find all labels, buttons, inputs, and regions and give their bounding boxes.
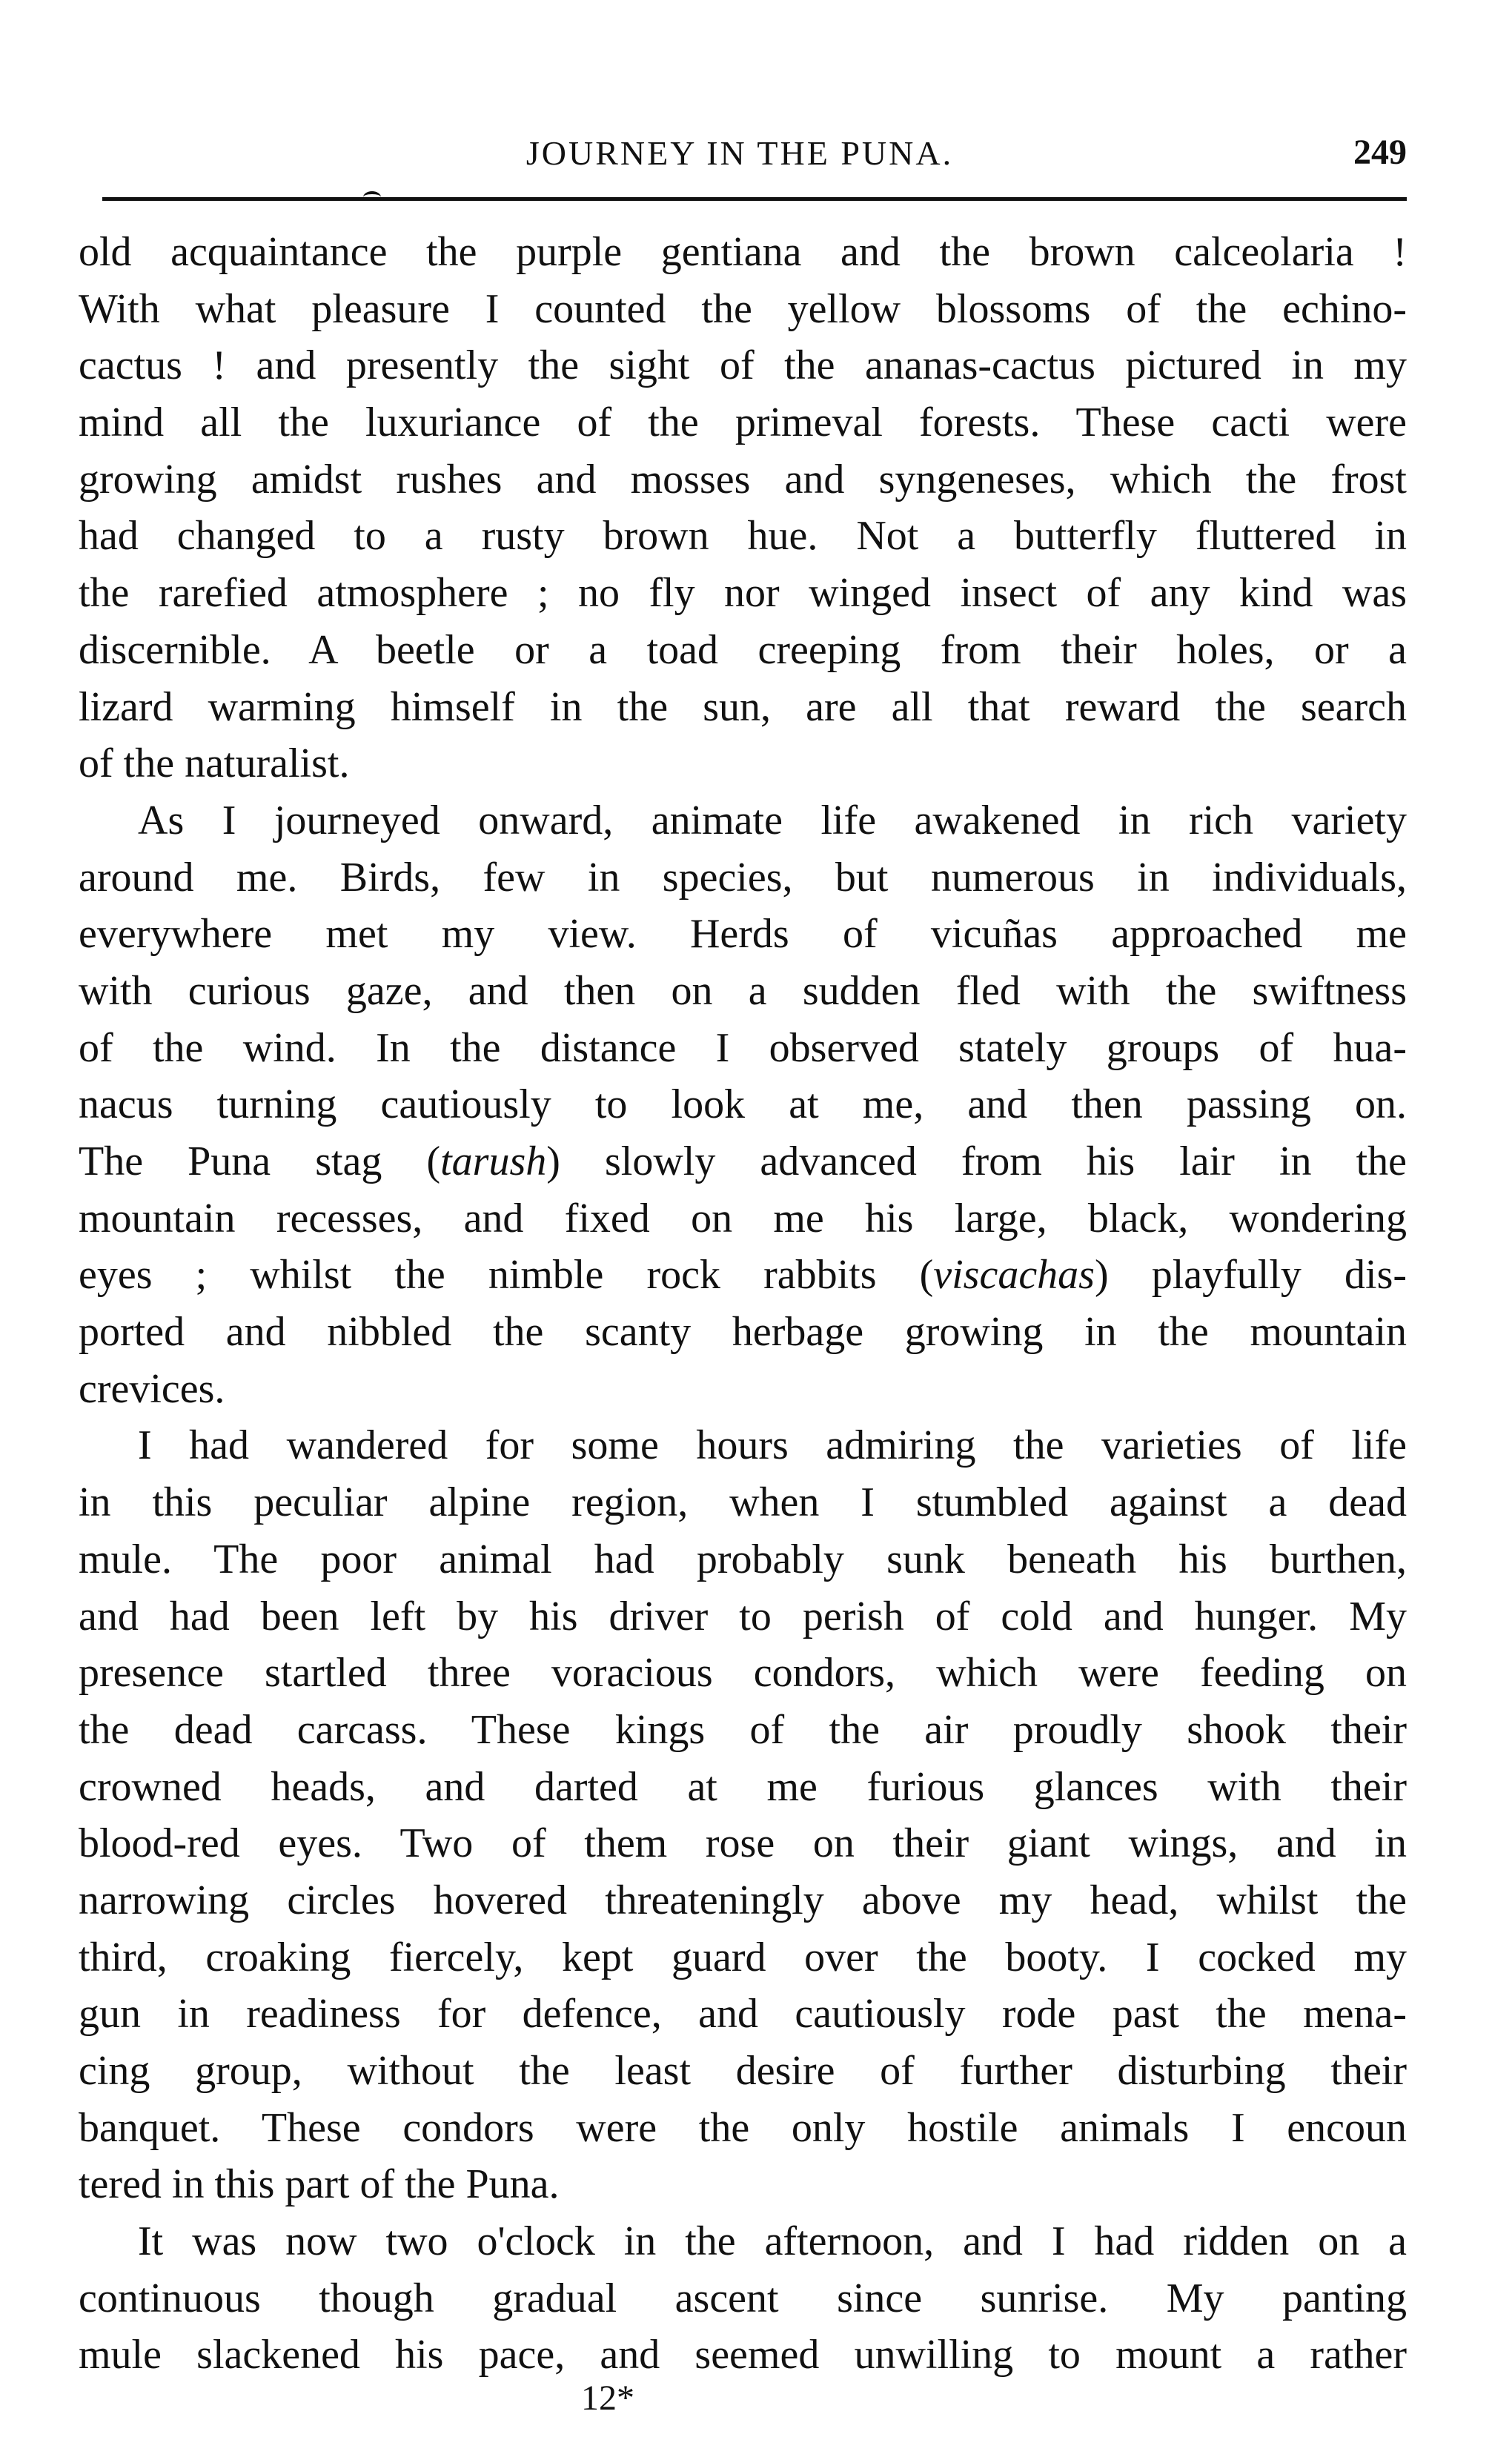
text-line: narrowing circles hovered threateningly above my head, whilst the	[79, 1877, 1407, 1923]
text-segment: ) playfully dis-	[1094, 1252, 1407, 1299]
paragraph	[79, 1417, 1407, 2213]
paragraph	[79, 2213, 1407, 2384]
text-line: cing group, without the least desire of further disturbing their	[79, 2048, 1407, 2094]
text-line: crevices.	[79, 1365, 225, 1412]
text-line: ported and nibbled the scanty herbage growing in the mountain	[79, 1309, 1407, 1356]
page-number: 249	[1353, 133, 1407, 172]
text-line: presence startled three voracious condors, which were feeding on	[79, 1650, 1407, 1697]
header-rule-ornament	[363, 191, 381, 203]
text-line: mountain recesses, and fixed on me his large, black, wondering	[79, 1195, 1407, 1241]
text-line: crowned heads, and darted at me furious glances with their	[79, 1763, 1407, 1810]
text-line: I had wandered for some hours admiring the varieties of life	[138, 1422, 1407, 1469]
body-text	[79, 224, 1407, 2384]
text-line	[79, 1133, 1407, 1190]
text-line: discernible. A beetle or a toad creeping from their holes, or a	[79, 626, 1407, 673]
text-line: tered in this part of the Puna.	[79, 2161, 560, 2208]
italic-term: viscachas	[933, 1252, 1095, 1299]
text-line: banquet. These condors were the only hostile animals I encoun	[79, 2104, 1407, 2151]
text-line: and had been left by his driver to perish of cold and hunger. My	[79, 1593, 1407, 1639]
text-line: old acquaintance the purple gentiana and the brown calceolaria !	[79, 229, 1407, 275]
text-line: with curious gaze, and then on a sudden fled with the swiftness	[79, 967, 1407, 1014]
text-line: of the naturalist.	[79, 740, 350, 787]
text-segment: ) slowly advanced from his lair in the	[546, 1138, 1407, 1184]
text-line: mule slackened his pace, and seemed unwilling to mount a rather	[79, 2332, 1407, 2378]
text-line: mule. The poor animal had probably sunk beneath his burthen,	[79, 1536, 1407, 1582]
text-line: It was now two o'clock in the afternoon, and I had ridden on a	[138, 2218, 1407, 2265]
text-line: the dead carcass. These kings of the air proudly shook their	[79, 1706, 1407, 1753]
text-line: mind all the luxuriance of the primeval forests. These cacti were	[79, 399, 1407, 446]
text-line: third, croaking fiercely, kept guard over the booty. I cocked my	[79, 1934, 1407, 1980]
header-rule	[102, 197, 1407, 201]
text-line: With what pleasure I counted the yellow blossoms of the echino-	[79, 285, 1407, 332]
text-line: growing amidst rushes and mosses and syngeneses, which the frost	[79, 456, 1407, 503]
text-line: cactus ! and presently the sight of the ananas-cactus pictured in my	[79, 342, 1407, 389]
text-line: the rarefied atmosphere ; no fly nor winged insect of any kind was	[79, 570, 1407, 617]
paragraph	[79, 224, 1407, 792]
text-line: blood-red eyes. Two of them rose on their giant wings, and in	[79, 1820, 1407, 1867]
text-line: everywhere met my view. Herds of vicuñas approached me	[79, 911, 1407, 958]
text-line: continuous though gradual ascent since sunrise. My panting	[79, 2275, 1407, 2321]
text-line: in this peculiar alpine region, when I stumbled against a dead	[79, 1479, 1407, 1526]
paragraph	[79, 792, 1407, 1418]
text-line: lizard warming himself in the sun, are all that reward the search	[79, 683, 1407, 730]
text-line: around me. Birds, few in species, but numerous in individuals,	[79, 854, 1407, 901]
text-line: nacus turning cautiously to look at me, and then passing on.	[79, 1081, 1407, 1128]
text-segment: The Puna stag (	[79, 1138, 441, 1184]
signature-mark: 12*	[581, 2378, 634, 2418]
text-line: had changed to a rusty brown hue. Not a butterfly fluttered in	[79, 513, 1407, 560]
text-segment: eyes ; whilst the nimble rock rabbits (	[79, 1252, 934, 1299]
running-header	[102, 126, 1407, 178]
italic-term: tarush	[440, 1138, 547, 1184]
text-line: of the wind. In the distance I observed stately groups of hua-	[79, 1024, 1407, 1071]
text-line: As I journeyed onward, animate life awakened in rich variety	[138, 797, 1407, 843]
running-title: JOURNEY IN THE PUNA.	[525, 134, 954, 172]
text-line: gun in readiness for defence, and cautiously rode past the mena-	[79, 1991, 1407, 2038]
text-line	[79, 1247, 1407, 1304]
